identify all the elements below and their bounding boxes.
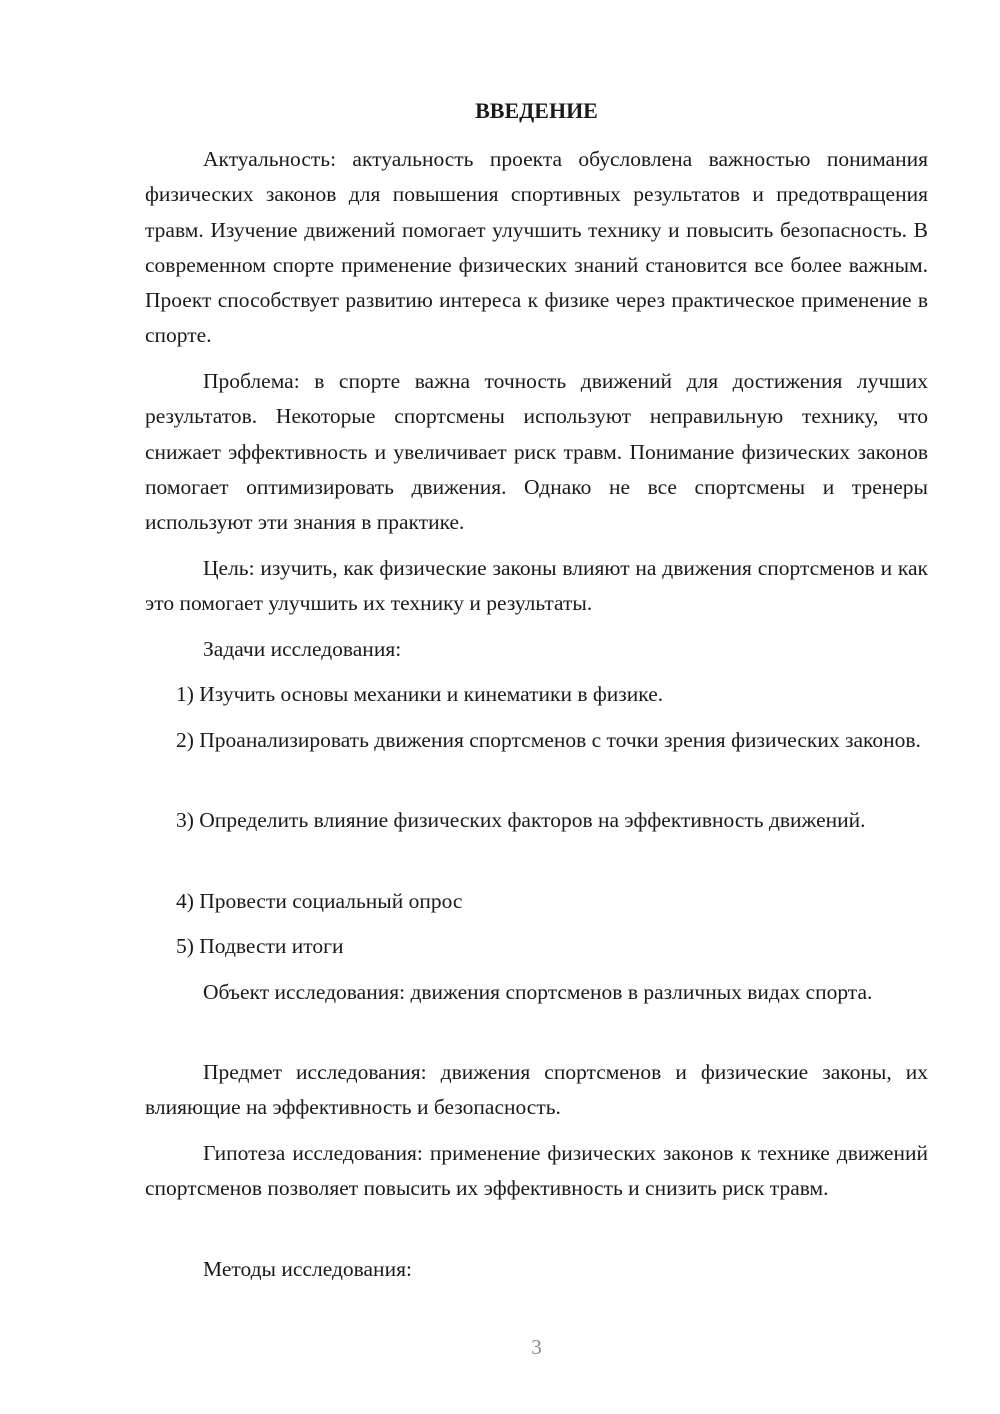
task-item-5: 5) Подвести итоги	[176, 934, 344, 958]
relevance-paragraph: Актуальность: актуальность проекта обусловлена важностью понимания физических законов для повышения спортивных результатов и предотвращения травм. Изучение движений помогает улучшить технику и повысить безопасность. В современном спорте применение физических знаний становится все более важным. Проект способствует развитию интереса к физике через практическое применение в спорте.	[145, 147, 928, 348]
subject-paragraph: Предмет исследования: движения спортсменов и физические законы, их влияющие на эффективность и безопасность.	[145, 1060, 928, 1120]
object-paragraph: Объект исследования: движения спортсменов в различных видах спорта.	[203, 980, 873, 1004]
page-number: 3	[531, 1335, 542, 1359]
task-item-2: 2) Проанализировать движения спортсменов с точки зрения физических законов.	[176, 728, 921, 752]
methods-title: Методы исследования:	[203, 1257, 412, 1281]
task-item-3: 3) Определить влияние физических факторов на эффективность движений.	[176, 808, 866, 832]
task-item-4: 4) Провести социальный опрос	[176, 889, 463, 913]
section-heading: ВВЕДЕНИЕ	[475, 98, 598, 123]
problem-paragraph: Проблема: в спорте важна точность движений для достижения лучших результатов. Некоторые спортсмены используют неправильную технику, что снижает эффективность и увеличивает риск травм. Понимание физических законов помогает оптимизировать движения. Однако не все спортсмены и тренеры используют эти знания в практике.	[145, 369, 928, 535]
task-item-1: 1) Изучить основы механики и кинематики в физике.	[176, 682, 664, 706]
tasks-title: Задачи исследования:	[203, 637, 402, 661]
hypothesis-paragraph: Гипотеза исследования: применение физических законов к технике движений спортсменов позволяет повысить их эффективность и снизить риск травм.	[145, 1141, 928, 1201]
goal-paragraph: Цель: изучить, как физические законы влияют на движения спортсменов и как это помогает улучшить их технику и результаты.	[145, 556, 928, 616]
